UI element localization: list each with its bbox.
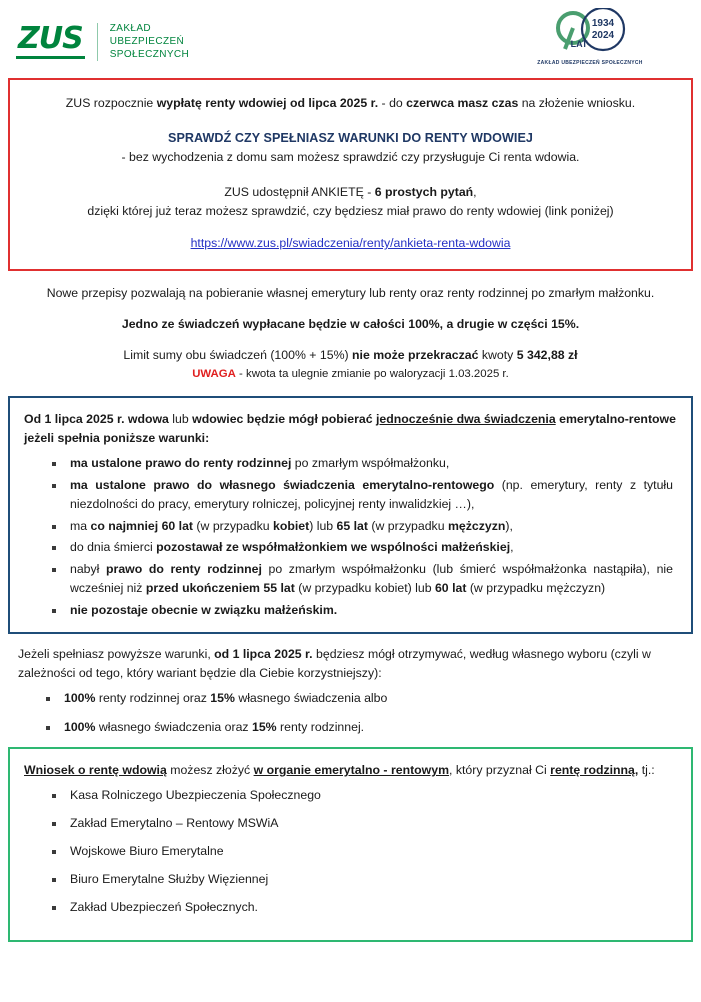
limit-a: Limit sumy obu świadczeń (100% + 15%) — [123, 348, 353, 362]
option-2-text-2: renty rodzinnej. — [276, 719, 365, 734]
anniversary-year-to: 2024 — [591, 30, 615, 41]
list-item — [52, 476, 673, 515]
condition-1-bold: ma ustalone prawo do renty rodzinnej — [70, 456, 292, 470]
anniversary-subtitle: ZAKŁAD UBEZPIECZEŃ SPOŁECZNYCH — [537, 60, 643, 66]
limit-b: nie może przekraczać — [352, 348, 479, 362]
anniversary-lat: LAT — [570, 39, 588, 49]
red-line3-b: 6 prostych pytań — [374, 185, 474, 199]
survey-link-row — [24, 234, 677, 253]
options-intro-date: od 1 lipca 2025 r. — [214, 647, 313, 661]
conditions-list — [24, 454, 677, 620]
red-line1-d: czerwca masz czas — [406, 96, 519, 110]
red-line3-c: , — [473, 185, 477, 199]
condition-2-rest: (np. emerytury, renty z tytułu niezdolności do pracy, emerytury rolniczej, policyjnej renty inwalidzkiej …), — [70, 477, 673, 511]
list-item — [46, 718, 679, 738]
condition-4-end: , — [510, 540, 514, 554]
red-line1-e: na złożenie wniosku. — [518, 96, 636, 110]
survey-heading: SPRAWDŹ CZY SPEŁNIASZ WARUNKI DO RENTY WDOWIEJ — [168, 131, 533, 145]
green-intro-n1: możesz złożyć — [166, 763, 254, 777]
zus-logo — [16, 22, 189, 61]
spacer — [18, 334, 683, 346]
limit-amount: 5 342,88 zł — [516, 348, 578, 362]
options-section — [18, 634, 683, 737]
condition-5-end: (w przypadku mężczyzn) — [466, 581, 606, 595]
application-title: Wniosek o rentę wdowią — [24, 763, 167, 777]
option-1-text-2: własnego świadczenia albo — [234, 691, 388, 705]
zus-logo-mark: ZUS — [16, 24, 85, 59]
middle-para2-text: Jedno ze świadczeń wypłacane będzie w całości 100%, a drugie w części 15%. — [121, 317, 580, 331]
zus-logo-line-1: ZAKŁAD — [109, 23, 152, 34]
option-1-pct-2: 15% — [210, 691, 235, 705]
survey-callout-box — [8, 78, 693, 271]
options-intro-a: Jeżeli spełniasz powyższe warunki, — [18, 647, 215, 661]
list-item — [52, 517, 673, 537]
limit-c: kwoty — [478, 348, 517, 362]
conditions-intro-e: emerytalno-rentowe jeżeli spełnia poniższe warunki: — [24, 412, 676, 445]
revaluation-note — [18, 365, 683, 384]
list-item — [52, 560, 673, 599]
option-2-text-1: własnego świadczenia oraz — [95, 719, 252, 734]
middle-paragraph-2 — [18, 315, 683, 334]
warning-label: UWAGA — [192, 368, 236, 380]
red-box-line-4: dzięki której już teraz możesz sprawdzić, czy będziesz miał prawo do renty wdowiej (link poniżej) — [87, 204, 614, 218]
middle-section — [18, 271, 683, 384]
zus-logo-line-2: UBEZPIECZEŃ — [109, 36, 185, 47]
survey-link[interactable]: https://www.zus.pl/swiadczenia/renty/ankieta-renta-wdowia — [190, 236, 511, 250]
condition-5-bold-2: przed ukończeniem 55 lat — [145, 581, 295, 595]
condition-3-pre: ma — [70, 518, 91, 533]
survey-subheading: - bez wychodzenia z domu sam możesz sprawdzić czy przysługuje Ci renta wdowia. — [121, 150, 580, 164]
condition-3-mid1: (w przypadku — [193, 518, 273, 533]
condition-5-pre: nabył — [70, 561, 107, 576]
conditions-intro-a: Od 1 lipca 2025 r. wdowa — [24, 412, 169, 426]
list-item — [46, 689, 679, 709]
list-item: Biuro Emerytalne Służby Więziennej — [52, 870, 673, 889]
green-intro-n3: tj.: — [638, 763, 655, 777]
middle-paragraph-1: Nowe przepisy pozwalają na pobieranie własnej emerytury lub renty oraz renty rodzinnej po zmarłym małżonku. — [46, 286, 655, 300]
document-header — [0, 0, 701, 72]
condition-5-mid-2: (w przypadku kobiet) lub — [294, 581, 435, 595]
logo-divider — [97, 23, 98, 61]
condition-3-age-w: co najmniej 60 lat — [90, 518, 194, 533]
spacer — [24, 221, 677, 234]
option-1-pct-1: 100% — [64, 691, 96, 705]
red-line3-a: ZUS udostępnił ANKIETĘ - — [224, 185, 375, 199]
condition-3-men: mężczyzn — [447, 518, 506, 533]
list-item: Zakład Ubezpieczeń Społecznych. — [52, 898, 673, 917]
condition-5-bold-1: prawo do renty rodzinnej — [106, 561, 262, 576]
anniversary-logo — [535, 8, 645, 66]
option-1-text-1: renty rodzinnej oraz — [95, 691, 211, 705]
condition-3-age-m: 65 lat — [336, 518, 368, 533]
red-line1-b: wypłatę renty wdowiej od lipca 2025 r. — [156, 96, 379, 110]
condition-3-end: ), — [505, 518, 513, 533]
spacer — [24, 113, 677, 129]
condition-5-mid-1: po zmarłym współmałżonku (lub śmierć współmałżonka nastąpiła), nie wcześniej niż — [70, 561, 673, 595]
green-box-intro — [24, 761, 677, 780]
condition-4-pre: do dnia śmierci — [70, 540, 157, 554]
list-item — [52, 601, 673, 621]
options-intro-c: będziesz mógł otrzymywać, według własnego wyboru (czyli w zależności od tego, który wariant będzie dla Ciebie korzystniejszy): — [18, 647, 651, 680]
anniversary-year-from: 1934 — [591, 18, 615, 29]
spacer — [18, 303, 683, 315]
zus-logo-line-3: SPOŁECZNYCH — [109, 49, 190, 60]
application-institutions-box — [8, 747, 693, 942]
condition-2-bold: ma ustalone prawo do własnego świadczenia emerytalno-rentowego — [70, 477, 495, 492]
list-item: Kasa Rolniczego Ubezpieczenia Społecznego — [52, 786, 673, 805]
condition-1-rest: po zmarłym współmałżonku, — [291, 456, 450, 470]
list-item: Zakład Emerytalno – Rentowy MSWiA — [52, 814, 673, 833]
option-2-pct-1: 100% — [64, 719, 96, 734]
application-authority: w organie emerytalno - rentowym — [253, 763, 450, 777]
red-box-line-3 — [24, 183, 677, 202]
red-box-line-1 — [24, 94, 677, 113]
options-intro — [18, 645, 683, 683]
condition-3-mid3: (w przypadku — [368, 518, 448, 533]
options-list — [18, 689, 683, 737]
institutions-list — [24, 786, 677, 917]
condition-3-mid2: ) lub — [309, 518, 337, 533]
list-item: Wojskowe Biuro Emerytalne — [52, 842, 673, 861]
conditions-intro-d: jednocześnie dwa świadczenia — [375, 412, 556, 426]
application-pension-type: rentę rodzinną, — [550, 763, 639, 777]
zus-logo-wordmark — [110, 22, 189, 61]
conditions-box — [8, 396, 693, 634]
red-line1-c: - do — [378, 96, 407, 110]
middle-paragraph-3 — [18, 346, 683, 365]
condition-5-bold-3: 60 lat — [434, 581, 467, 595]
condition-4-bold: pozostawał ze współmałżonkiem we wspólności małżeńskiej — [156, 540, 511, 554]
condition-6-bold: nie pozostaje obecnie w związku małżeńskim. — [70, 602, 338, 617]
condition-3-women: kobiet — [272, 518, 310, 533]
conditions-intro-c: wdowiec będzie mógł pobierać — [192, 412, 376, 426]
red-line1-a: ZUS rozpocznie — [65, 96, 157, 110]
warning-text: - kwota ta ulegnie zmianie po waloryzacji 1.03.2025 r. — [235, 368, 509, 380]
green-intro-n2: , który przyznał Ci — [449, 763, 551, 777]
conditions-intro — [24, 410, 677, 448]
anniversary-badge-icon — [535, 8, 645, 54]
list-item — [52, 454, 673, 474]
list-item — [52, 538, 673, 558]
option-2-pct-2: 15% — [251, 719, 277, 734]
spacer — [24, 167, 677, 183]
conditions-intro-b: lub — [168, 412, 193, 426]
